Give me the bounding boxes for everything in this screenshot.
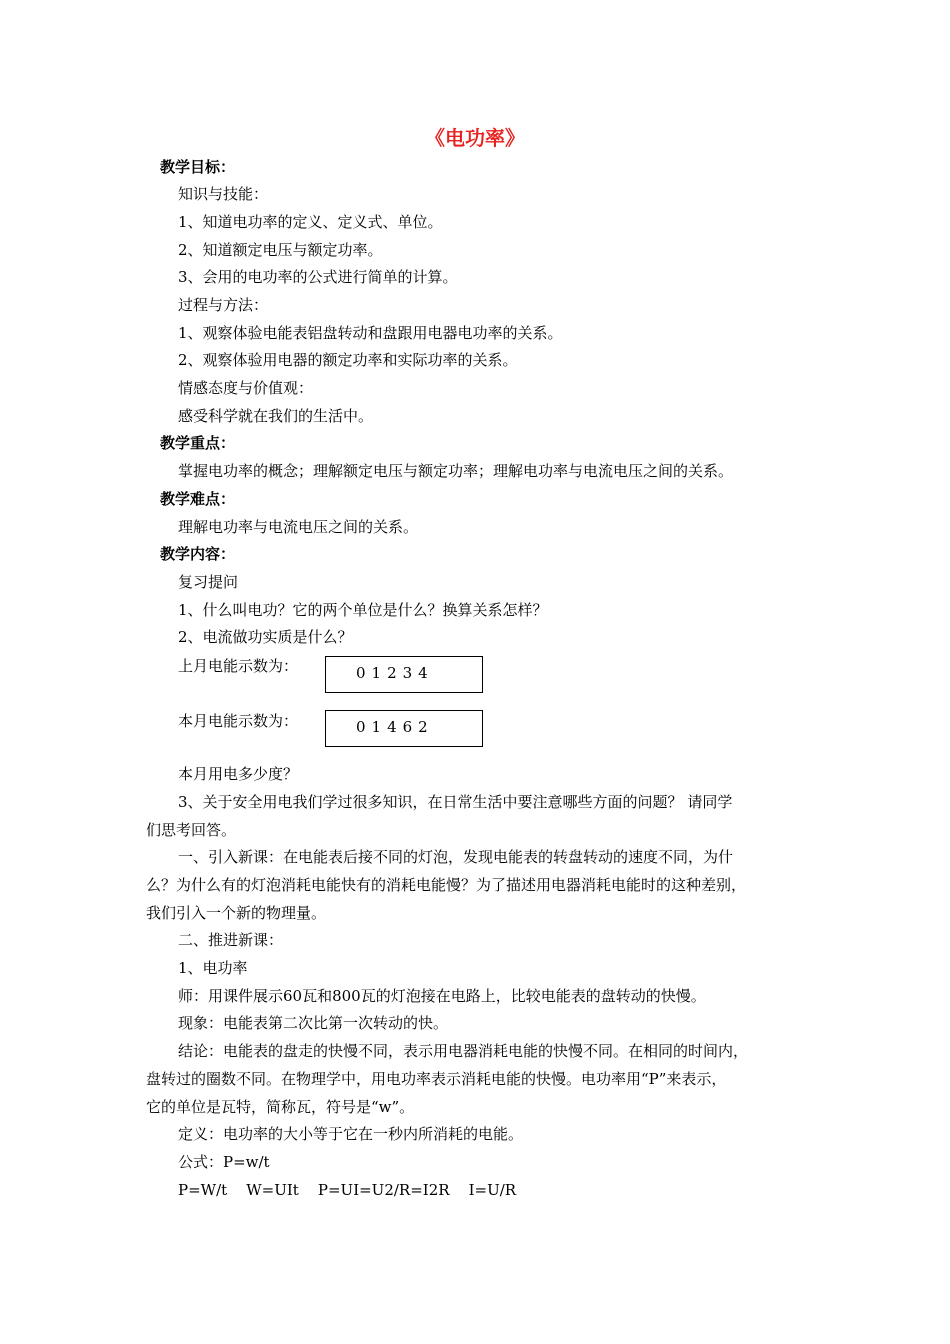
safety-text: 3、关于安全用电我们学过很多知识，在日常生活中要注意哪些方面的问题？ 请同学 bbox=[178, 793, 733, 811]
meter-this-box bbox=[325, 710, 483, 747]
intro-text: 一、引入新课：在电能表后接不同的灯泡，发现电能表的转盘转动的速度不同，为什 bbox=[178, 848, 734, 866]
formula-text: 公式：P=w/t bbox=[178, 1153, 270, 1171]
objectives-heading: 教学目标： bbox=[160, 158, 236, 176]
emotion-text: 感受科学就在我们的生活中。 bbox=[178, 407, 374, 425]
usage-question: 本月用电多少度？ bbox=[178, 765, 299, 783]
advance-heading: 二、推进新课： bbox=[178, 931, 284, 949]
phenomenon-text: 现象：电能表第二次比第一次转动的快。 bbox=[178, 1014, 449, 1032]
formulas-line: P=W/t W=UIt P=UI=U2/R=I2R I=U/R bbox=[178, 1181, 517, 1199]
power-heading: 1、电功率 bbox=[178, 959, 248, 977]
emotion-heading: 情感态度与价值观： bbox=[178, 379, 314, 397]
review-heading: 复习提问 bbox=[178, 573, 239, 591]
safety-text: 们思考回答。 bbox=[146, 821, 237, 839]
conclusion-text: 结论：电能表的盘走的快慢不同，表示用电器消耗电能的快慢不同。在相同的时间内， bbox=[178, 1042, 749, 1060]
process-heading: 过程与方法： bbox=[178, 296, 269, 314]
review-item: 1、什么叫电功？它的两个单位是什么？换算关系怎样？ bbox=[178, 601, 548, 619]
intro-text: 么？为什么有的灯泡消耗电能快有的消耗电能慢？为了描述用电器消耗电能时的这种差别， bbox=[146, 876, 747, 894]
content-heading: 教学内容： bbox=[160, 545, 236, 563]
meter-last-box bbox=[325, 656, 483, 693]
process-item: 1、观察体验电能表铝盘转动和盘跟用电器电功率的关系。 bbox=[178, 324, 563, 342]
intro-text: 我们引入一个新的物理量。 bbox=[146, 904, 327, 922]
definition-text: 定义：电功率的大小等于它在一秒内所消耗的电能。 bbox=[178, 1125, 524, 1143]
knowledge-heading: 知识与技能： bbox=[178, 185, 269, 203]
meter-last-value: 01234 bbox=[356, 664, 434, 682]
meter-last-label: 上月电能示数为： bbox=[178, 657, 299, 675]
key-points-heading: 教学重点： bbox=[160, 434, 236, 452]
document-title: 《电功率》 bbox=[425, 126, 525, 150]
process-item: 2、观察体验用电器的额定功率和实际功率的关系。 bbox=[178, 351, 518, 369]
knowledge-item: 3、会用的电功率的公式进行简单的计算。 bbox=[178, 268, 458, 286]
conclusion-text: 它的单位是瓦特，简称瓦，符号是“w”。 bbox=[146, 1098, 415, 1116]
knowledge-item: 2、知道额定电压与额定功率。 bbox=[178, 241, 383, 259]
meter-this-label: 本月电能示数为： bbox=[178, 712, 299, 730]
meter-this-value: 01462 bbox=[356, 718, 434, 736]
review-item: 2、电流做功实质是什么？ bbox=[178, 628, 353, 646]
key-points-text: 掌握电功率的概念；理解额定电压与额定功率；理解电功率与电流电压之间的关系。 bbox=[178, 462, 734, 480]
teacher-text: 师：用课件展示60瓦和800瓦的灯泡接在电路上，比较电能表的盘转动的快慢。 bbox=[178, 987, 706, 1005]
conclusion-text: 盘转过的圈数不同。在物理学中，用电功率表示消耗电能的快慢。电功率用“P”来表示， bbox=[146, 1070, 727, 1088]
difficulties-text: 理解电功率与电流电压之间的关系。 bbox=[178, 518, 419, 536]
knowledge-item: 1、知道电功率的定义、定义式、单位。 bbox=[178, 213, 443, 231]
difficulties-heading: 教学难点： bbox=[160, 490, 236, 508]
